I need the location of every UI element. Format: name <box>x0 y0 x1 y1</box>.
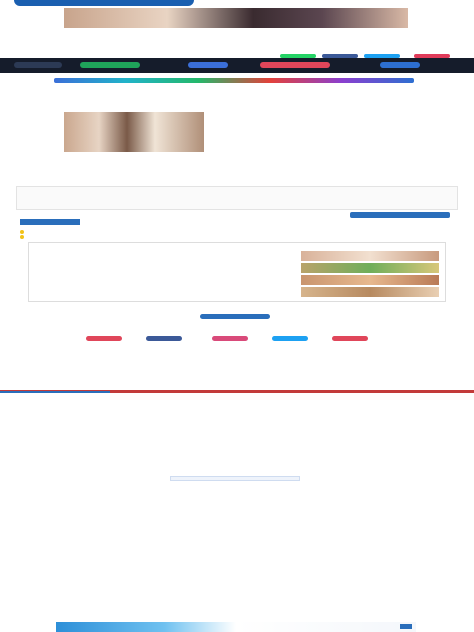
footer-ad-button[interactable] <box>400 624 412 629</box>
recommended-thumb[interactable] <box>301 275 439 285</box>
lead-box <box>16 186 458 210</box>
top-bar <box>0 0 474 7</box>
section-divider-accent <box>0 391 110 393</box>
pagination-bar[interactable] <box>200 314 270 319</box>
bullet-dot-icon <box>20 235 24 239</box>
site-logo[interactable] <box>14 0 194 6</box>
bullet-dot-icon <box>20 230 24 234</box>
dark-bar-pill-1[interactable] <box>14 62 62 68</box>
social-pinterest-button[interactable] <box>332 336 368 341</box>
recommended-thumb[interactable] <box>301 287 439 297</box>
read-more-button[interactable] <box>170 476 300 481</box>
recommended-thumb[interactable] <box>301 263 439 273</box>
footer-nav[interactable] <box>100 608 380 612</box>
dark-bar-pill-5[interactable] <box>380 62 420 68</box>
article-image <box>64 112 204 152</box>
dark-bar-pill-4[interactable] <box>260 62 330 68</box>
dark-share-bar <box>0 58 474 73</box>
category-strip <box>54 78 414 83</box>
recommended-thumb[interactable] <box>301 251 439 261</box>
dark-bar-pill-2[interactable] <box>80 62 140 68</box>
social-instagram-button[interactable] <box>212 336 248 341</box>
bullet-list <box>20 230 440 239</box>
footer-ad-banner[interactable] <box>56 622 416 632</box>
lead-box-button[interactable] <box>350 212 450 218</box>
related-label <box>20 219 80 225</box>
social-youtube-button[interactable] <box>86 336 122 341</box>
top-ad-banner[interactable] <box>64 8 408 28</box>
social-twitter-button[interactable] <box>272 336 308 341</box>
recommended-box <box>28 242 446 302</box>
dark-bar-pill-3[interactable] <box>188 62 228 68</box>
social-facebook-button[interactable] <box>146 336 182 341</box>
bullet-item[interactable] <box>20 235 440 240</box>
